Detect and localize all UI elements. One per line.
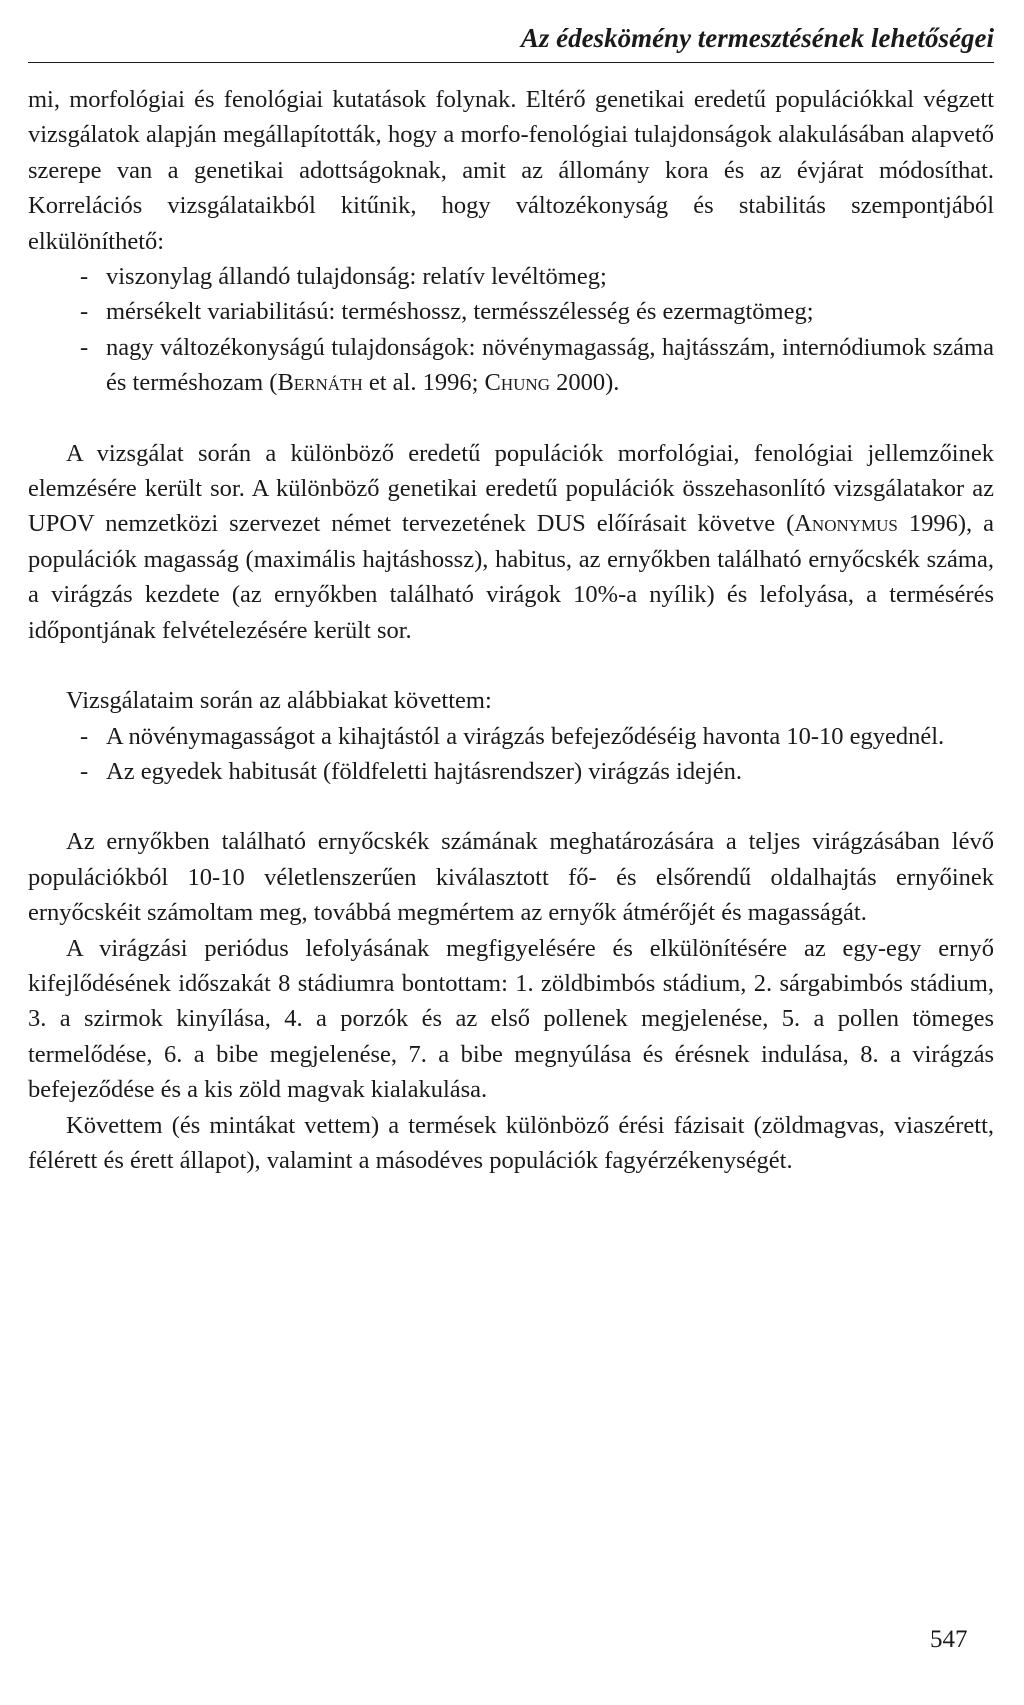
paragraph-3: Vizsgálataim során az alábbiakat követtem: bbox=[66, 687, 492, 715]
method-list bbox=[28, 719, 994, 790]
list-item bbox=[28, 259, 994, 294]
paragraph-1: mi, morfológiai és fenológiai kutatások folynak. Eltérő genetikai eredetű populációkkal végzett vizsgálatok alapján megállapították, hogy a morfo-fenológiai tulajdonságok alakulásában alapvető szerepe van a genetikai adottságoknak, amit az állomány kora és az évjárat módosíthat. Korrelációs vizsgálataikból kitűnik, hogy változékonyság és stabilitás szempontjából elkülöníthető: bbox=[28, 86, 994, 255]
list-item-text: viszonylag állandó tulajdonság: relatív levéltömeg; bbox=[106, 263, 607, 291]
body-text bbox=[28, 82, 994, 1178]
page-number: 547 bbox=[930, 1626, 968, 1653]
paragraph-2-text-a: A vizsgálat során a különböző eredetű populációk morfológiai, fenológiai jellemzőinek elemzésére került sor. A különböző genetikai eredetű populációk összehasonlító vizsgálatakor az UPOV nemzetközi szervezet német tervezetének DUS előírásait követve ( bbox=[28, 439, 994, 538]
header-rule bbox=[28, 62, 994, 63]
running-header: Az édeskömény termesztésének lehetőségei bbox=[520, 23, 994, 53]
list-dash: - bbox=[80, 722, 89, 750]
paragraph-5: A virágzási periódus lefolyásának megfigyelésére és elkülönítésére az egy-egy ernyő kifejlődésének időszakát 8 stádiumra bontottam: 1. zöldbimbós stádium, 2. sárgabimbós stádium, 3. a szirmok kinyílása, 4. a porzók és az első pollenek megjelenése, 5. a pollen tömeges termelődése, 6. a bibe megjelenése, 7. a bibe megnyúlása és érésnek indulása, 8. a virágzás befejeződése és a kis zöld magvak kialakulása. bbox=[28, 934, 994, 1104]
list-item bbox=[28, 754, 994, 789]
property-list bbox=[28, 259, 994, 401]
paragraph-2-text-b: 1996), a populációk magasság (maximális hajtáshossz), habitus, az ernyőkben található ernyőcskék száma, a virágzás kezdete (az ernyőkben található virágok 10%-a nyílik) és lefolyása, a termésérés időpontjának felvételezésére került sor. bbox=[28, 510, 994, 644]
paragraph-6: Követtem (és mintákat vettem) a termések különböző érési fázisait (zöldmagvas, viaszérett, félérett és érett állapot), valamint a másodéves populációk fagyérzékenységét. bbox=[28, 1111, 994, 1174]
list-item-text: mérsékelt variabilitású: terméshossz, termésszélesség és ezermagtömeg; bbox=[106, 298, 814, 326]
list-item-text: nagy változékonyságú tulajdonságok: növénymagasság, hajtásszám, internódiumok száma és terméshozam ( bbox=[106, 333, 994, 397]
list-dash: - bbox=[80, 298, 89, 326]
list-item bbox=[28, 294, 994, 329]
list-item-text: A növénymagasságot a kihajtástól a virágzás befejeződéséig havonta 10-10 egyednél. bbox=[106, 722, 945, 750]
citation-author: Anonymus bbox=[794, 510, 898, 538]
citation-author: Chung bbox=[484, 369, 550, 397]
paragraph-4: Az ernyőkben található ernyőcskék számának meghatározására a teljes virágzásában lévő populációkból 10-10 véletlenszerűen kiválasztott fő- és elsőrendű oldalhajtás ernyőinek ernyőcskéit számoltam meg, továbbá megmértem az ernyők átmérőjét és magasságát. bbox=[28, 828, 994, 927]
list-dash: - bbox=[80, 757, 89, 785]
list-item bbox=[28, 719, 994, 754]
list-item bbox=[28, 330, 994, 401]
list-item-text: Az egyedek habitusát (földfeletti hajtásrendszer) virágzás idején. bbox=[106, 757, 743, 785]
list-dash: - bbox=[80, 263, 89, 291]
citation-text: 2000). bbox=[549, 369, 620, 397]
citation-author: Bernáth bbox=[277, 369, 363, 397]
paragraph-2 bbox=[28, 436, 994, 648]
citation-text: et al. 1996; bbox=[362, 369, 485, 397]
list-dash: - bbox=[80, 333, 89, 361]
